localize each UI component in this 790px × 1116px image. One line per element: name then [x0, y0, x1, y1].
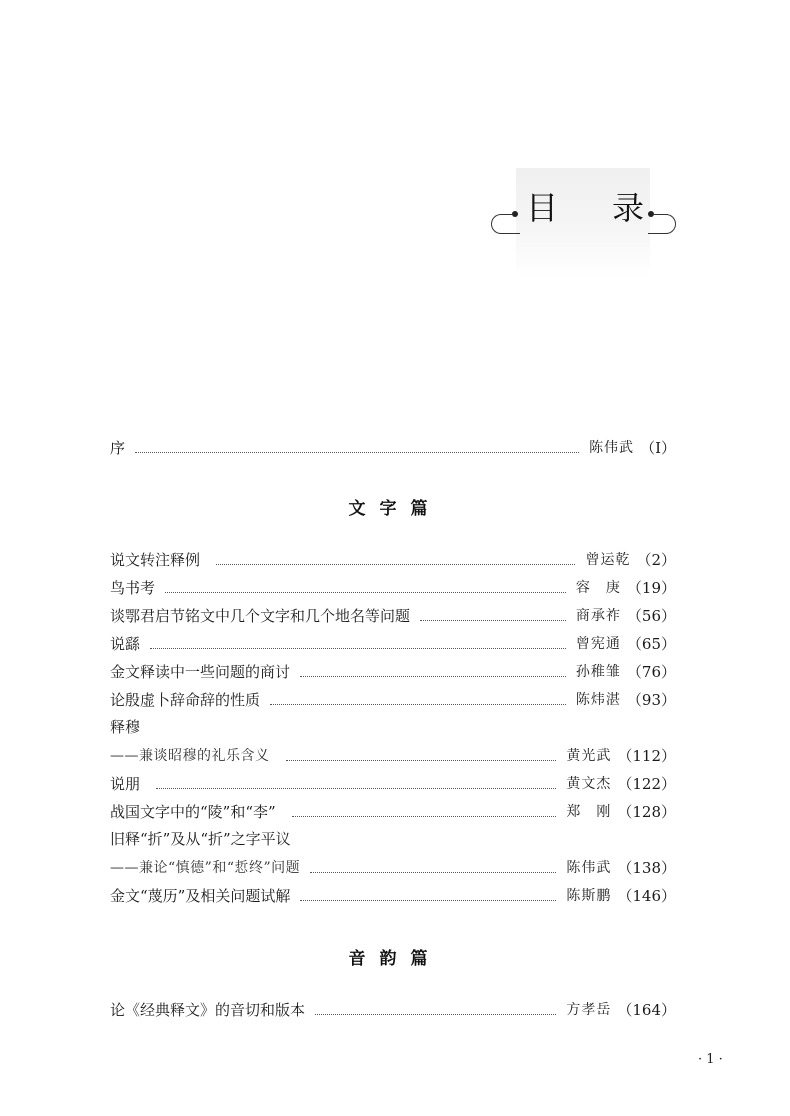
title-frame-right-bottom: [648, 233, 668, 234]
toc-entry[interactable]: [110, 574, 676, 600]
toc-entry-page: （128）: [617, 802, 676, 821]
toc-leader-dots: [300, 660, 566, 677]
toc-entry-preface[interactable]: [110, 434, 676, 460]
toc-entry-author: 陈炜湛: [575, 692, 621, 708]
toc-entry-author: 商承祚: [575, 608, 621, 624]
toc-entry-title: 说繇: [110, 634, 141, 653]
toc-entry-page: （138）: [617, 858, 676, 877]
toc-entry-author: 黄光武: [566, 748, 612, 764]
toc-entry[interactable]: [110, 882, 676, 908]
toc-leader-dots: [315, 998, 556, 1015]
toc-leader-dots: [300, 884, 556, 901]
toc-entry[interactable]: [110, 996, 676, 1022]
toc-entry-title: 论殷虚卜辞命辞的性质: [110, 690, 261, 709]
title-dot-right: [648, 211, 654, 217]
title-frame-right-line: [654, 214, 668, 215]
toc-entry[interactable]: [110, 798, 676, 824]
title-dot-left: [512, 211, 518, 217]
toc-entry-title-line[interactable]: 旧释“折”及从“折”之字平议: [110, 830, 291, 848]
page-number: · 1 ·: [698, 1052, 723, 1067]
toc-leader-dots: [135, 436, 579, 453]
toc-entry-author: 陈伟武: [589, 440, 635, 456]
title-frame-left-bottom: [500, 233, 520, 234]
toc-entry-author: 黄文杰: [566, 776, 612, 792]
toc-entry[interactable]: [110, 854, 676, 880]
toc-entry[interactable]: [110, 686, 676, 712]
toc-entry-title: 金文释读中一些问题的商讨: [110, 662, 291, 681]
toc-entry[interactable]: [110, 770, 676, 796]
toc-entry-title: 谈鄂君启节铭文中几个文字和几个地名等问题: [110, 606, 411, 625]
toc-entry-subtitle: ——兼谈昭穆的礼乐含义: [110, 748, 270, 764]
title-frame-left-line: [500, 214, 512, 215]
toc-entry-author: 曾运乾: [585, 552, 631, 568]
toc-entry[interactable]: [110, 658, 676, 684]
toc-entry-author: 陈斯鹏: [566, 888, 612, 904]
toc-entry-title: 金文“蔑历”及相关问题试解: [110, 886, 291, 905]
page-title-char-2: 录: [611, 189, 644, 227]
toc-entry-title: 说文转注释例: [110, 550, 201, 569]
toc-leader-dots: [270, 688, 566, 705]
toc-entry-author: 陈伟武: [566, 860, 612, 876]
toc-entry-author: 郑 刚: [566, 804, 612, 820]
toc-leader-dots: [216, 548, 575, 565]
section-heading-yinyun: 音韵篇: [348, 949, 442, 969]
toc-entry-title: 说朋: [110, 774, 141, 793]
toc-leader-dots: [420, 604, 566, 621]
toc-entry[interactable]: [110, 742, 676, 768]
toc-entry-page: （146）: [617, 886, 676, 905]
toc-entry[interactable]: [110, 546, 676, 572]
toc-leader-dots: [150, 632, 566, 649]
toc-entry-page: （19）: [626, 578, 676, 597]
page-title-char-1: 目: [526, 189, 559, 227]
toc-entry-page: （164）: [617, 1000, 676, 1019]
title-frame-left-cap: [491, 214, 501, 234]
toc-entry-title: 战国文字中的“陵”和“李”: [110, 802, 276, 821]
toc-entry-title: 鸟书考: [110, 578, 156, 597]
toc-leader-dots: [165, 576, 566, 593]
toc-entry-title: 序: [110, 438, 126, 457]
toc-entry-author: 容 庚: [575, 580, 621, 596]
toc-entry-author: 曾宪通: [575, 636, 621, 652]
toc-entry-page: （93）: [626, 690, 676, 709]
toc-leader-dots: [310, 856, 556, 873]
section-heading-wenzi: 文字篇: [348, 499, 442, 519]
toc-entry-page: （76）: [626, 662, 676, 681]
toc-entry-author: 方孝岳: [566, 1002, 612, 1018]
title-frame-right-cap: [666, 214, 676, 234]
toc-entry-title: 论《经典释文》的音切和版本: [110, 1000, 306, 1019]
page-title: [526, 186, 644, 230]
toc-entry-title-line[interactable]: 释穆: [110, 718, 141, 736]
toc-entry-page: （112）: [617, 746, 676, 765]
toc-entry[interactable]: [110, 602, 676, 628]
toc-leader-dots: [156, 772, 556, 789]
toc-entry[interactable]: [110, 630, 676, 656]
toc-leader-dots: [292, 800, 557, 817]
toc-entry-page: （2）: [636, 550, 676, 569]
toc-entry-page: （Ⅰ）: [640, 438, 676, 457]
toc-entry-page: （65）: [626, 634, 676, 653]
toc-entry-subtitle: ——兼论“慎德”和“悊终”问题: [110, 860, 301, 876]
toc-entry-author: 孙稚雏: [575, 664, 621, 680]
toc-leader-dots: [286, 744, 557, 761]
toc-entry-page: （122）: [617, 774, 676, 793]
toc-entry-page: （56）: [626, 606, 676, 625]
